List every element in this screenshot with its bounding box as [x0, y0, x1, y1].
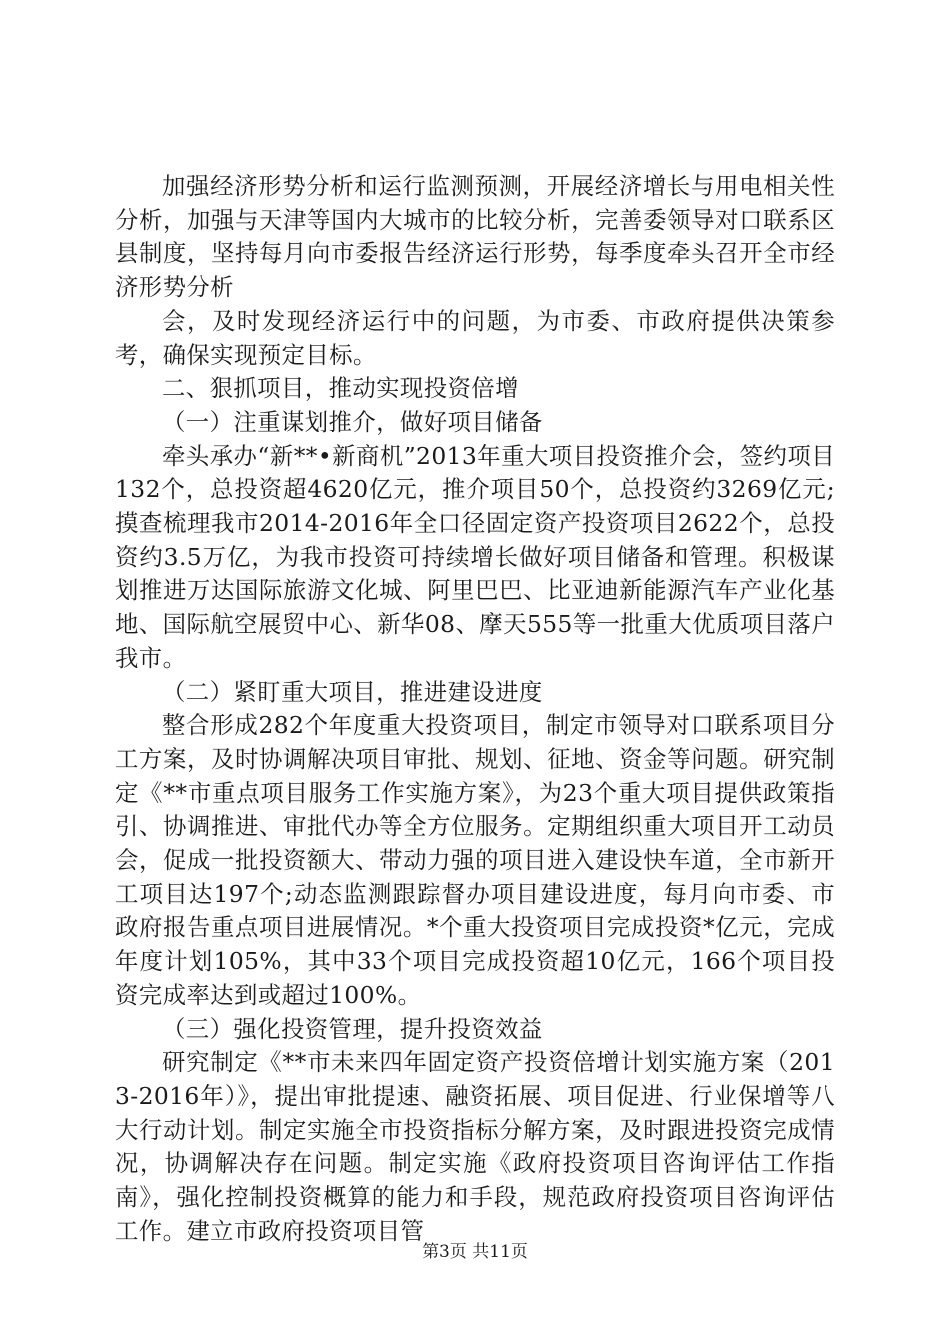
- paragraph-economic-analysis: 加强经济形势分析和运行监测预测，开展经济增长与用电相关性分析，加强与天津等国内大城市的比较分析，完善委领导对口联系区县制度，坚持每月向市委报告经济运行形势，每季度牵头召开全市经济形势分析: [115, 172, 835, 302]
- paragraph-major-projects: 整合形成282个年度重大投资项目，制定市领导对口联系项目分工方案，及时协调解决项目审批、规划、征地、资金等问题。研究制定《**市重点项目服务工作实施方案》，为23个重大项目提供政策指引、协调推进、审批代办等全方位服务。定期组织重大项目开工动员会，促成一批投资额大、带动力强的项目进入建设快车道，全市新开工项目达197个;动态监测跟踪督办项目建设进度，每月向市委、市政府报告重点项目进展情况。*个重大投资项目完成投资*亿元，完成年度计划105%，其中33个项目完成投资超10亿元，166个项目投资完成率达到或超过100%。: [115, 711, 835, 1009]
- subsection-heading-2: （二）紧盯重大项目，推进建设进度: [162, 677, 543, 706]
- paragraph-project-reserve: 牵头承办“新**•新商机”2013年重大项目投资推介会，签约项目132个，总投资超4620亿元，推介项目50个，总投资约3269亿元;摸查梳理我市2014-2016年全口径固定资产投资项目2622个，总投资约3.5万亿，为我市投资可持续增长做好项目储备和管理。积极谋划推进万达国际旅游文化城、阿里巴巴、比亚迪新能源汽车产业化基地、国际航空展贸中心、新华08、摩天555等一批重大优质项目落户我市。: [115, 441, 835, 672]
- page-footer: [0, 1237, 950, 1262]
- subsection-heading-1: （一）注重谋划推介，做好项目储备: [162, 407, 543, 436]
- paragraph-investment-management: 研究制定《**市未来四年固定资产投资倍增计划实施方案（2013-2016年）》，提出审批提速、融资拓展、项目促进、行业保增等八大行动计划。制定实施全市投资指标分解方案，及时跟进投资完成情况，协调解决存在问题。制定实施《政府投资项目咨询评估工作指南》，强化控制投资概算的能力和手段，规范政府投资项目咨询评估工作。建立市政府投资项目管: [115, 1048, 835, 1245]
- page-number-label: 第3页 共11页: [422, 1242, 528, 1262]
- paragraph-economic-analysis-continued: 会，及时发现经济运行中的问题，为市委、市政府提供决策参考，确保实现预定目标。: [115, 306, 835, 369]
- subsection-heading-3: （三）强化投资管理，提升投资效益: [162, 1014, 543, 1043]
- document-body: [115, 170, 835, 1249]
- section-heading-investment: 二、狠抓项目，推动实现投资倍增: [162, 374, 519, 403]
